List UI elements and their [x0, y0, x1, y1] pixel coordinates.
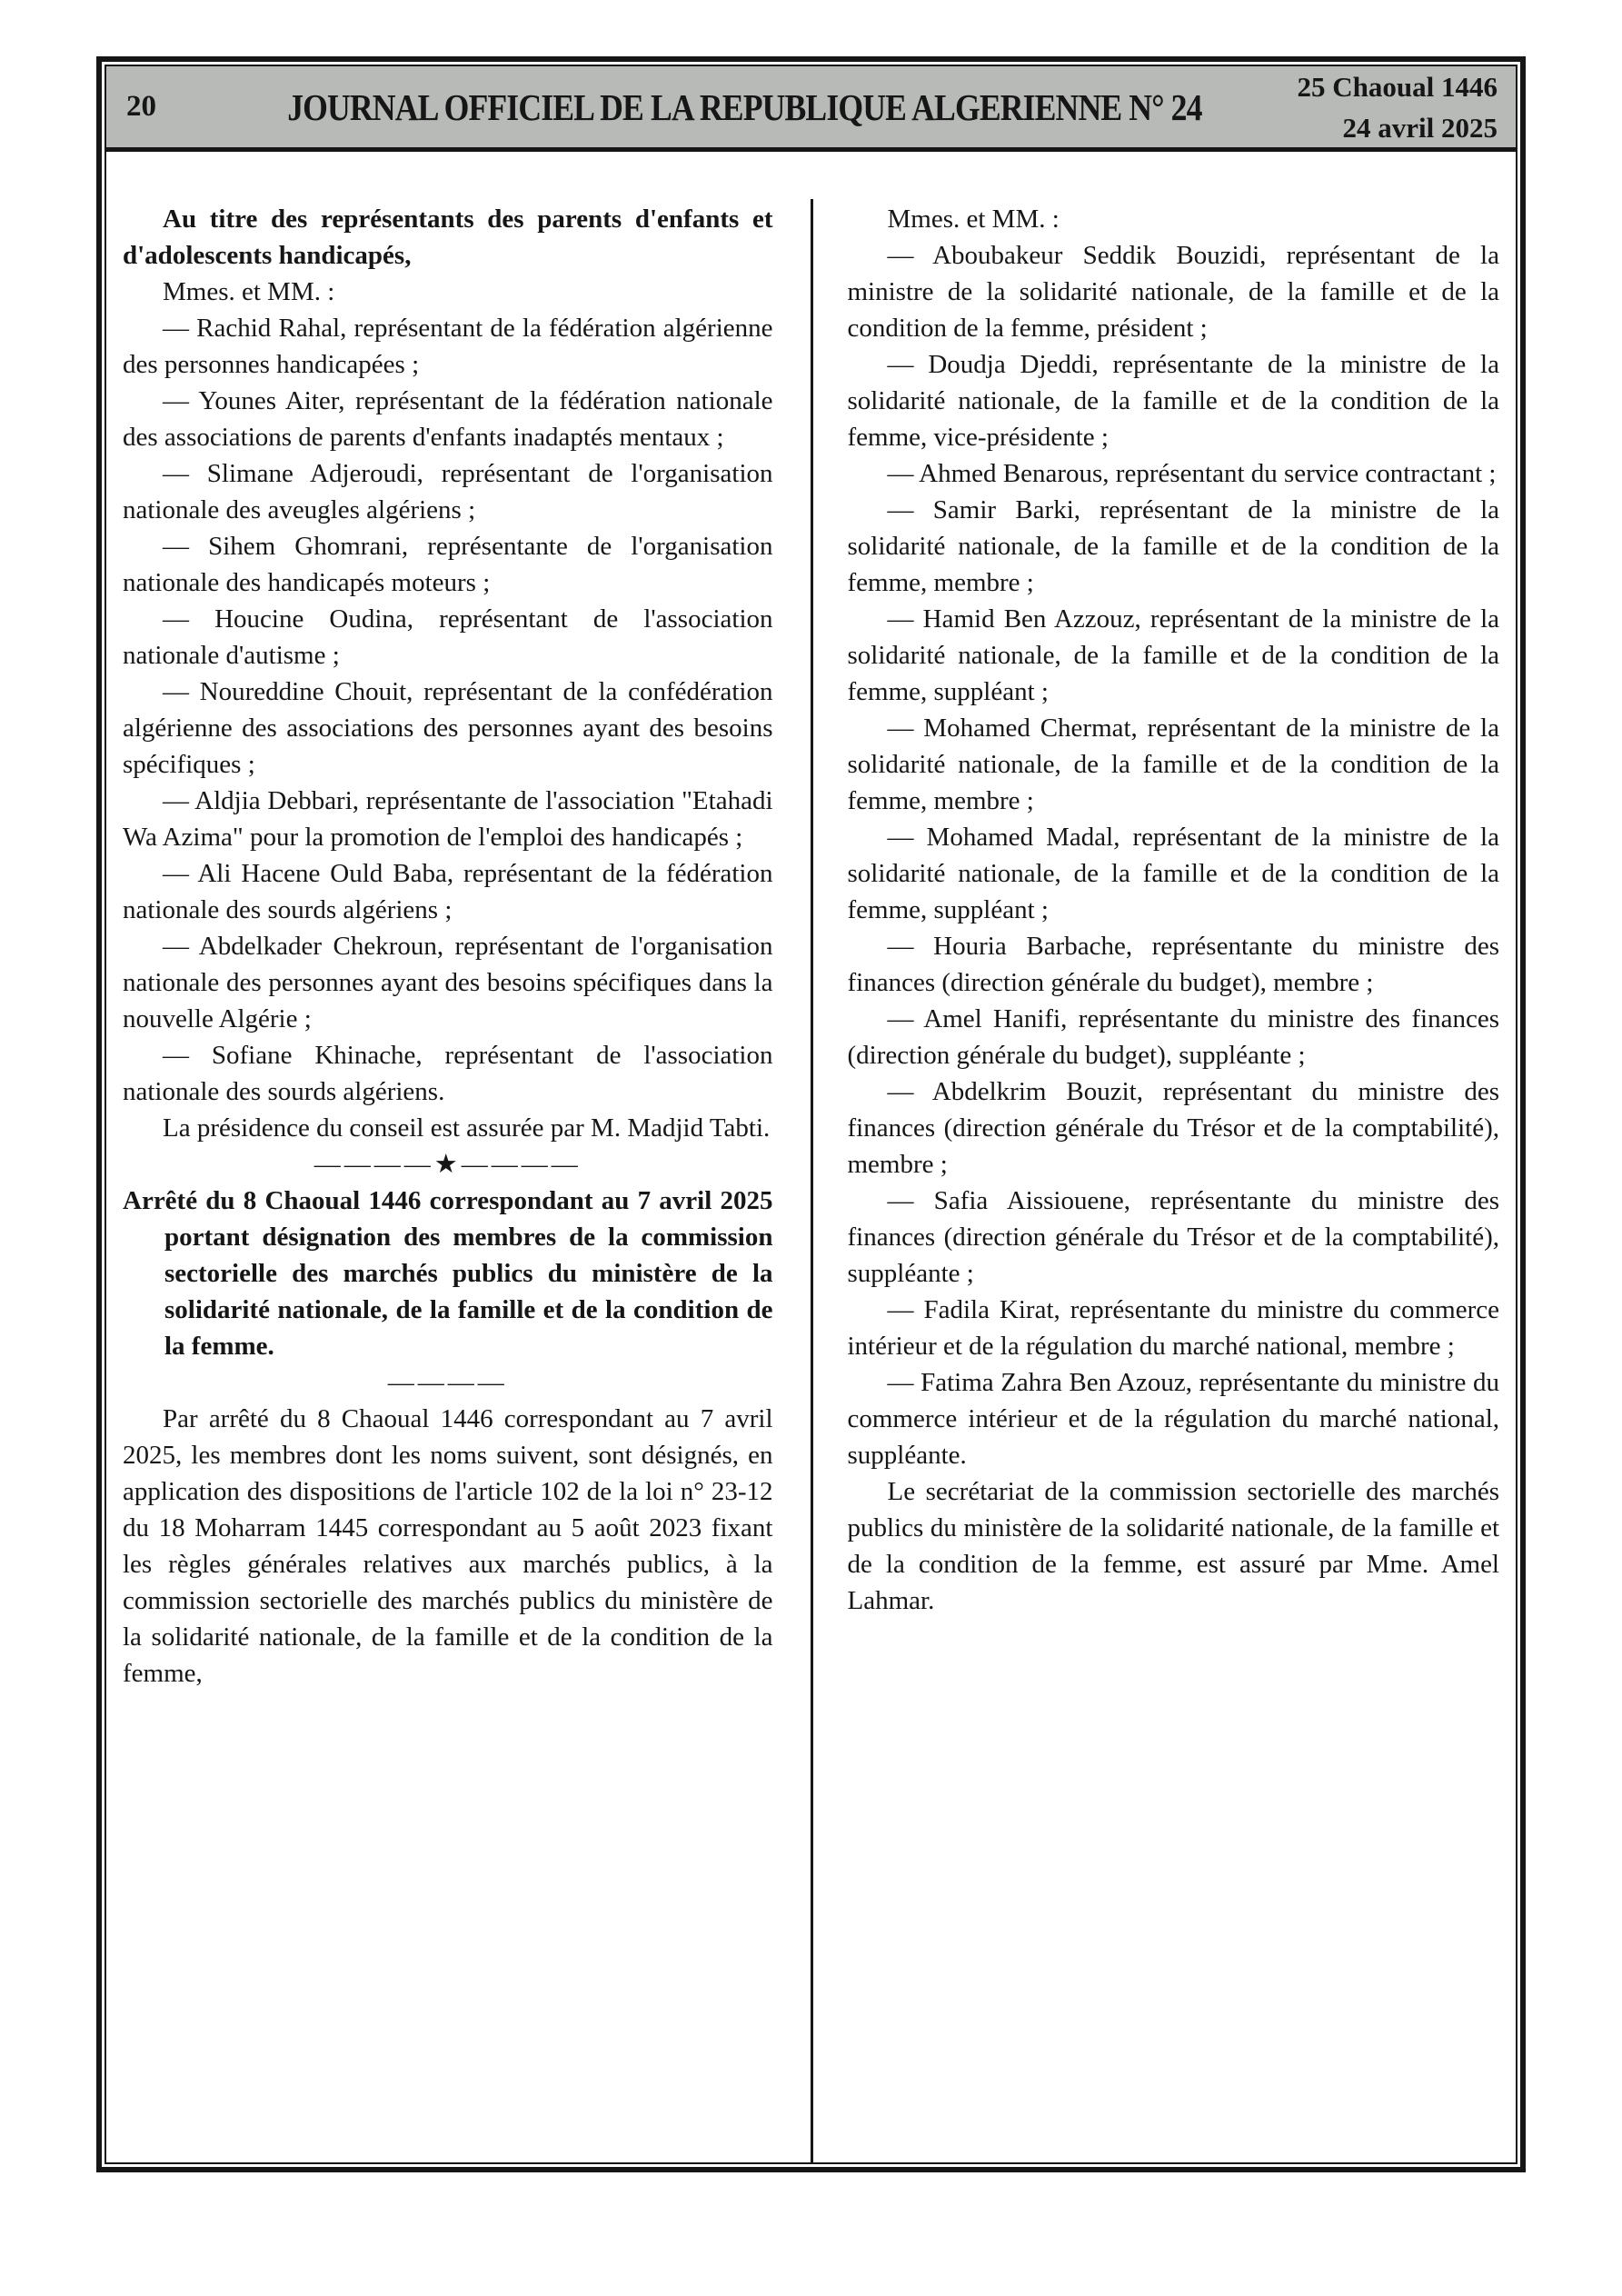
member-item: — Rachid Rahal, représentant de la fédération algérienne des personnes handicapées ; — [123, 314, 773, 379]
column-divider — [811, 199, 813, 2162]
right-column — [811, 152, 1517, 2162]
member-item: — Houria Barbache, représentante du ministre des finances (direction générale du budget), membre ; — [847, 932, 1499, 997]
member-item: — Safia Aissiouene, représentante du ministre des finances (direction générale du Trésor et de la comptabilité), suppléante ; — [847, 1186, 1499, 1288]
journal-header — [106, 66, 1516, 152]
page-content — [106, 152, 1516, 2162]
member-item: — Ali Hacene Ould Baba, représentant de la fédération nationale des sourds algériens ; — [123, 859, 773, 924]
member-item: — Aboubakeur Seddik Bouzidi, représentant de la ministre de la solidarité nationale, de la famille et de la condition de la femme, président ; — [847, 241, 1499, 343]
council-presidency-note: La présidence du conseil est assurée par M. Madjid Tabti. — [163, 1113, 771, 1143]
member-item: — Hamid Ben Azzouz, représentant de la ministre de la solidarité nationale, de la famille et de la condition de la femme, suppléant ; — [847, 604, 1499, 706]
member-item: — Houcine Oudina, représentant de l'association nationale d'autisme ; — [123, 604, 773, 670]
member-item: — Samir Barki, représentant de la ministre de la solidarité nationale, de la famille et de la condition de la femme, membre ; — [847, 495, 1499, 597]
member-item: — Sofiane Khinache, représentant de l'association nationale des sourds algériens. — [123, 1041, 773, 1106]
gregorian-date: 24 avril 2025 — [1342, 111, 1498, 144]
page-frame — [96, 56, 1526, 2172]
member-item: — Mohamed Madal, représentant de la ministre de la solidarité nationale, de la famille et de la condition de la femme, suppléant ; — [847, 823, 1499, 924]
member-item: — Fatima Zahra Ben Azouz, représentante du ministre du commerce intérieur et de la régulation du marché national, suppléante. — [847, 1368, 1499, 1470]
member-item: — Younes Aiter, représentant de la fédération nationale des associations de parents d'enfants inadaptés mentaux ; — [123, 386, 773, 452]
member-item: — Slimane Adjeroudi, représentant de l'organisation nationale des aveugles algériens ; — [123, 459, 773, 524]
member-item: — Noureddine Chouit, représentant de la confédération algérienne des associations des personnes ayant des besoins spécifiques ; — [123, 677, 773, 779]
journal-title — [219, 85, 1270, 129]
journal-title-text: JOURNAL OFFICIEL DE LA REPUBLIQUE ALGERIENNE N° 24 — [287, 85, 1202, 128]
page-inner-frame — [104, 65, 1518, 2164]
salutation-left: Mmes. et MM. : — [163, 277, 335, 306]
member-item: — Ahmed Benarous, représentant du service contractant ; — [887, 459, 1497, 488]
page-number: 20 — [126, 90, 156, 123]
member-item: — Fadila Kirat, représentante du ministre du commerce intérieur et de la régulation du marché national, membre ; — [847, 1295, 1499, 1361]
member-item: — Amel Hanifi, représentante du ministre des finances (direction générale du budget), suppléante ; — [847, 1004, 1499, 1070]
dash-separator: ———— — [387, 1368, 508, 1397]
member-item: — Abdelkrim Bouzit, représentant du ministre des finances (direction générale du Trésor et de la comptabilité), membre ; — [847, 1077, 1499, 1179]
secretariat-note: Le secrétariat de la commission sectorielle des marchés publics du ministère de la solidarité nationale, de la famille et de la condition de la femme, est assuré par Mme. Amel Lahmar. — [847, 1477, 1499, 1615]
hijri-date: 25 Chaoual 1446 — [1297, 70, 1498, 103]
member-item: — Abdelkader Chekroun, représentant de l'organisation nationale des personnes ayant des besoins spécifiques dans la nouvelle Algérie ; — [123, 932, 773, 1033]
section-heading: Au titre des représentants des parents d'enfants et d'adolescents handicapés, — [123, 205, 773, 270]
member-item: — Doudja Djeddi, représentante de la ministre de la solidarité nationale, de la famille et de la condition de la femme, vice-présidente ; — [847, 350, 1499, 452]
star-separator: ————★———— — [313, 1150, 582, 1179]
decree-heading: Arrêté du 8 Chaoual 1446 correspondant au 7 avril 2025 portant désignation des membres de la commission sectorielle des marchés publics du ministère de la solidarité nationale, de la famille et de la condition de la femme. — [123, 1186, 773, 1361]
decree-intro-paragraph: Par arrêté du 8 Chaoual 1446 correspondant au 7 avril 2025, les membres dont les noms suivent, sont désignés, en application des dispositions de l'article 102 de la loi n° 23-12 du 18 Moharram 1445 correspondant au 5 août 2023 fixant les règles générales relatives aux marchés publics, à la commission sectorielle des marchés publics du ministère de la solidarité nationale, de la famille et de la condition de la femme, — [123, 1404, 773, 1688]
member-item: — Sihem Ghomrani, représentante de l'organisation nationale des handicapés moteurs ; — [123, 532, 773, 597]
member-item: — Aldjia Debbari, représentante de l'association "Etahadi Wa Azima" pour la promotion de l'emploi des handicapés ; — [123, 786, 773, 852]
issue-dates — [1270, 66, 1498, 148]
left-column — [106, 152, 811, 2162]
member-item: — Mohamed Chermat, représentant de la ministre de la solidarité nationale, de la famille et de la condition de la femme, membre ; — [847, 714, 1499, 815]
salutation-right: Mmes. et MM. : — [887, 205, 1060, 234]
